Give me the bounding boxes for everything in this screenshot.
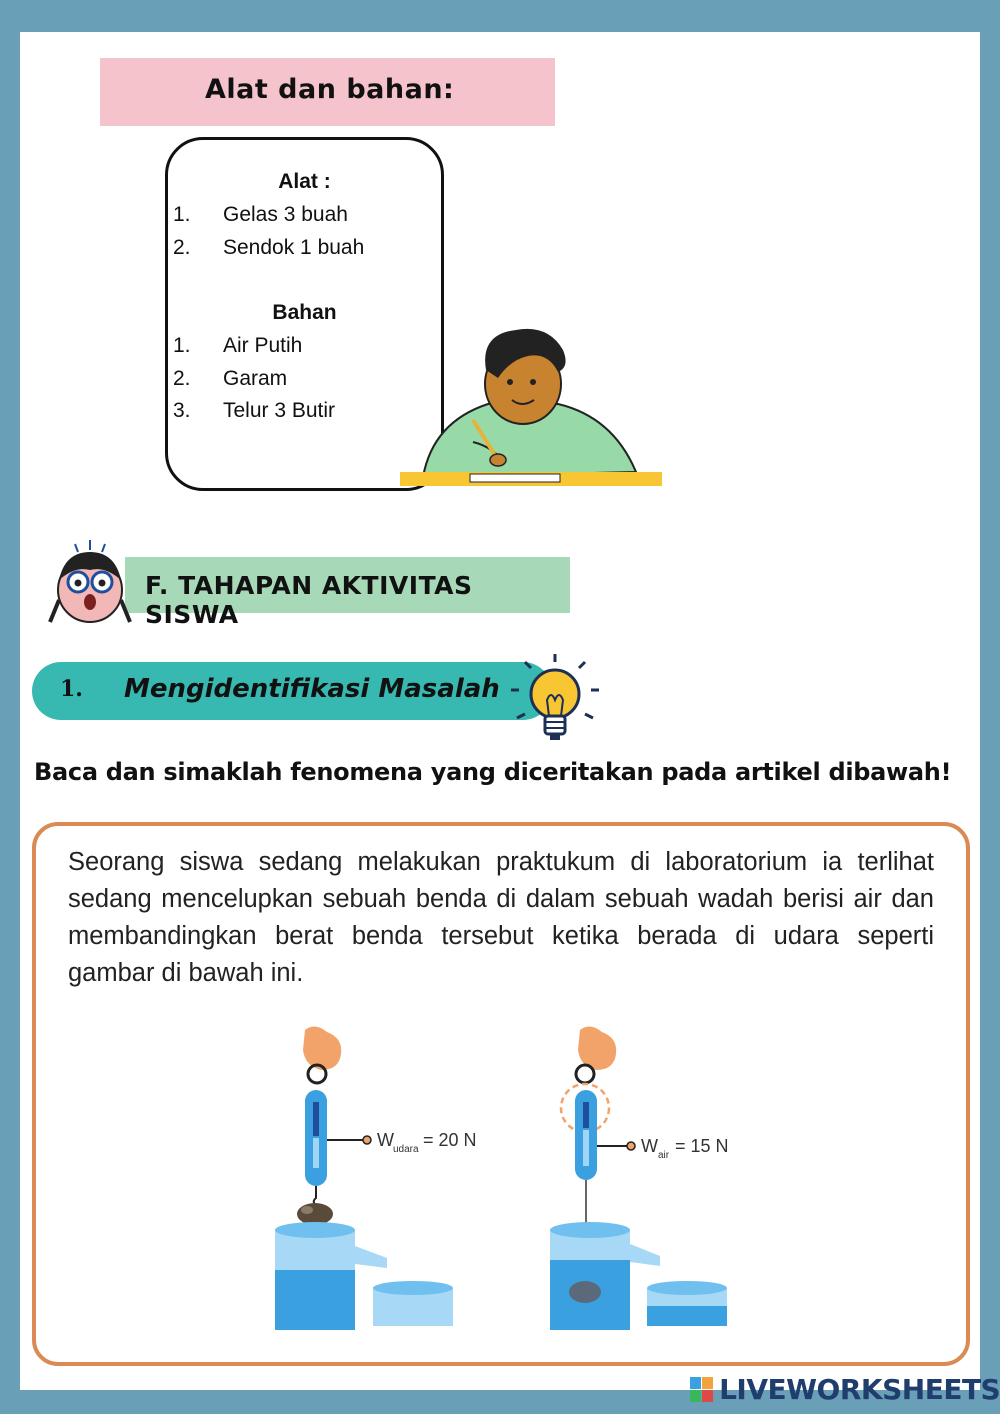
watermark-text: LIVEWORKSHEETS (719, 1373, 1000, 1406)
bahan-item-num: 2. (173, 367, 191, 390)
air-weighing-setup (275, 1026, 453, 1330)
bahan-item (173, 367, 287, 391)
section-f-banner (125, 557, 570, 629)
alat-item (173, 236, 364, 260)
bahan-item-num: 3. (173, 399, 191, 422)
alat-item-text: Sendok 1 buah (223, 236, 365, 259)
step-1-number: 1. (60, 676, 83, 702)
liveworksheets-watermark[interactable] (690, 1373, 1000, 1407)
article-text: Seorang siswa sedang melakukan praktukum di laboratorium ia terlihat sedang mencelupkan sebuah benda di dalam sebuah wadah berisi air dan membandingkan berat benda tersebut ketika berada di udara seperti gambar di bawah ini. (68, 848, 934, 987)
bahan-item-text: Air Putih (223, 334, 303, 357)
bahan-heading: Bahan (272, 301, 337, 324)
step-1-banner (32, 662, 552, 720)
liveworksheets-logo-icon (690, 1377, 714, 1403)
surprised-girl-icon (45, 540, 135, 630)
section-f-title: F. TAHAPAN AKTIVITAS SISWA (145, 571, 473, 629)
reading-instruction: Baca dan simaklah fenomena yang diceritakan pada artikel dibawah! (34, 758, 952, 786)
bahan-item-text: Garam (223, 367, 288, 390)
step-1-title: Mengidentifikasi Masalah (124, 674, 500, 704)
water-weight-label-value: = 15 N (675, 1136, 729, 1156)
spring-scale-illustration (255, 1020, 775, 1340)
bahan-item (173, 334, 302, 358)
bahan-item-text: Telur 3 Butir (223, 399, 336, 422)
tools-header (100, 58, 555, 126)
bahan-item (173, 399, 335, 423)
water-weight-label-sub: air (658, 1150, 670, 1161)
water-weight-label-main: W (641, 1136, 658, 1156)
alat-heading: Alat : (278, 170, 331, 193)
water-weighing-setup (550, 1026, 727, 1330)
bahan-item-num: 1. (173, 334, 191, 357)
tools-header-text: Alat dan bahan: (205, 74, 455, 105)
alat-item (173, 203, 348, 227)
alat-item-num: 2. (173, 236, 191, 259)
air-weight-label-main: W (377, 1130, 394, 1150)
lightbulb-icon (505, 650, 605, 754)
alat-item-text: Gelas 3 buah (223, 203, 348, 226)
alat-item-num: 1. (173, 203, 191, 226)
air-weight-label-value: = 20 N (423, 1130, 477, 1150)
air-weight-label-sub: udara (393, 1144, 419, 1155)
student-writing-illustration (398, 322, 668, 492)
